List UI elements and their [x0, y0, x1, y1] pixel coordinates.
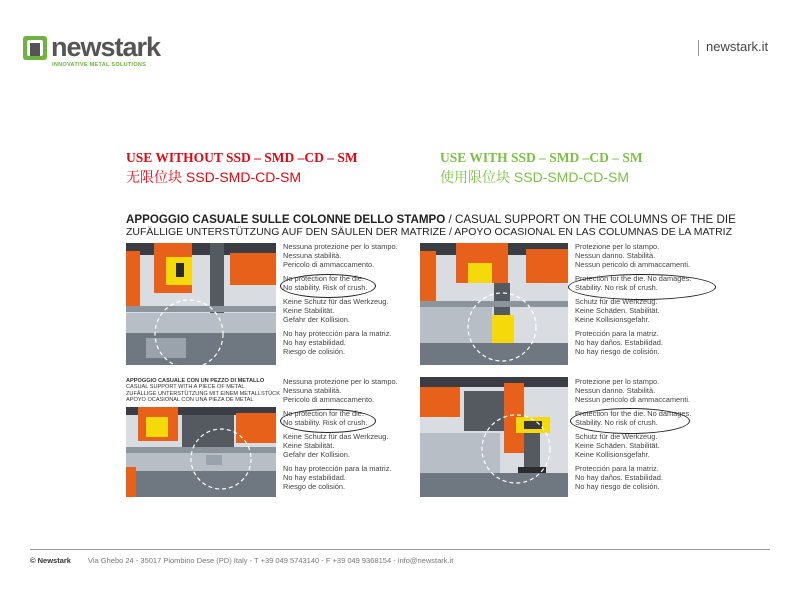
caption-en: No protection for the die. No stability. Risk of crush.: [283, 274, 368, 292]
highlight-ellipse-without-2: [280, 409, 376, 433]
panel3-title: APPOGGIO CASUALE CON UN PEZZO DI METALLO CASUAL SUPPORT WITH A PIECE OF METAL ZUFÄLLIGE UNTERSTÜTZUNG MIT EINEM METALLSTÜCK APOYO OCASIONAL CON UNA PIEZA DE METAL: [126, 378, 280, 403]
caption-en: Protection for the die. No damages. Stability. No risk of crush.: [575, 274, 692, 292]
doc-title-rest: / CASUAL SUPPORT ON THE COLUMNS OF THE DIE: [445, 213, 736, 226]
highlight-ellipse-without-1: [280, 274, 376, 298]
newstark-logo: [22, 32, 161, 71]
without-heading-en: USE WITHOUT SSD – SMD –CD – SM: [126, 150, 358, 165]
caption-en: Protection for the die. No damages. Stability. No risk of crush.: [575, 409, 692, 427]
logo-mark-icon: [22, 35, 48, 61]
photo-with-columns: [420, 243, 568, 365]
caption-de: Keine Schutz für das Werkzeug. Keine Stabilität. Gefahr der Kollision.: [283, 432, 389, 459]
caption-de: Keine Schutz für das Werkzeug. Keine Stabilität. Gefahr der Kollision.: [283, 297, 389, 324]
highlight-ellipse-with-1: [568, 274, 716, 300]
logo-wordmark: newstark: [51, 32, 161, 62]
caption-de: Schutz für die Werkzeug. Keine Schäden. Stabilität. Keine Kollisionsgefahr.: [575, 297, 660, 324]
caption-en: No protection for the die. No stability. Risk of crush.: [283, 409, 368, 427]
photo-with-metal: [420, 377, 568, 497]
highlight-ellipse-with-2: [570, 408, 690, 434]
doc-title-bold: APPOGGIO CASUALE SULLE COLONNE DELLO STAMPO: [126, 213, 446, 226]
doc-subtitle: ZUFÄLLIGE UNTERSTÜTZUNG AUF DEN SÄULEN DER MATRIZE / APOYO OCASIONAL EN LAS COLUMNAS DE LA MATRIZ: [126, 226, 732, 238]
photo-without-metal: [126, 407, 276, 497]
caption-es: No hay protección para la matriz. No hay estabilidad. Riesgo de colisión.: [283, 464, 392, 491]
site-url-link[interactable]: newstark.it: [706, 39, 769, 54]
caption-es: Protección para la matriz. No hay daños. Estabilidad. No hay riesgo de colisión.: [575, 464, 663, 491]
caption-es: No hay protección para la matriz. No hay estabilidad. Riesgo de colisión.: [283, 329, 392, 356]
with-heading-en: USE WITH SSD – SMD –CD – SM: [440, 150, 643, 165]
footer-divider: [30, 549, 770, 550]
caption-without-2: [283, 377, 398, 496]
caption-it: Nessuna protezione per lo stampo. Nessuna stabilità. Pericolo di ammaccamento.: [283, 377, 398, 404]
caption-without-1: [283, 242, 398, 361]
doc-title: [126, 213, 736, 226]
footer-brand: © Newstark: [30, 556, 71, 565]
header-divider: [698, 40, 699, 56]
caption-with-1: [575, 242, 691, 361]
caption-it: Protezione per lo stampo. Nessun danno. Stabilità. Nessun pericolo di ammaccamenti.: [575, 377, 691, 404]
caption-es: Protección para la matriz. No hay daños. Estabilidad. No hay riesgo de colisión.: [575, 329, 663, 356]
caption-it: Nessuna protezione per lo stampo. Nessuna stabilità. Pericolo di ammaccamento.: [283, 242, 398, 269]
caption-de: Schutz für die Werkzeug. Keine Schäden. Stabilität. Keine Kollisionsgefahr.: [575, 432, 660, 459]
without-heading-cn: 无限位块 SSD-SMD-CD-SM: [126, 169, 301, 185]
caption-it: Protezione per lo stampo. Nessun danno. Stabilità. Nessun pericolo di ammaccamenti.: [575, 242, 691, 269]
logo-tagline: INNOVATIVE METAL SOLUTIONS: [52, 62, 147, 68]
footer-address: Via Ghebo 24 - 35017 Piombino Dese (PD) Italy - T +39 049 5743140 - F +39 049 9368154 - info@newstark.it: [88, 556, 454, 565]
photo-without-columns: [126, 243, 276, 365]
with-heading-cn: 使用限位块 SSD-SMD-CD-SM: [440, 169, 629, 185]
caption-with-2: [575, 377, 691, 496]
